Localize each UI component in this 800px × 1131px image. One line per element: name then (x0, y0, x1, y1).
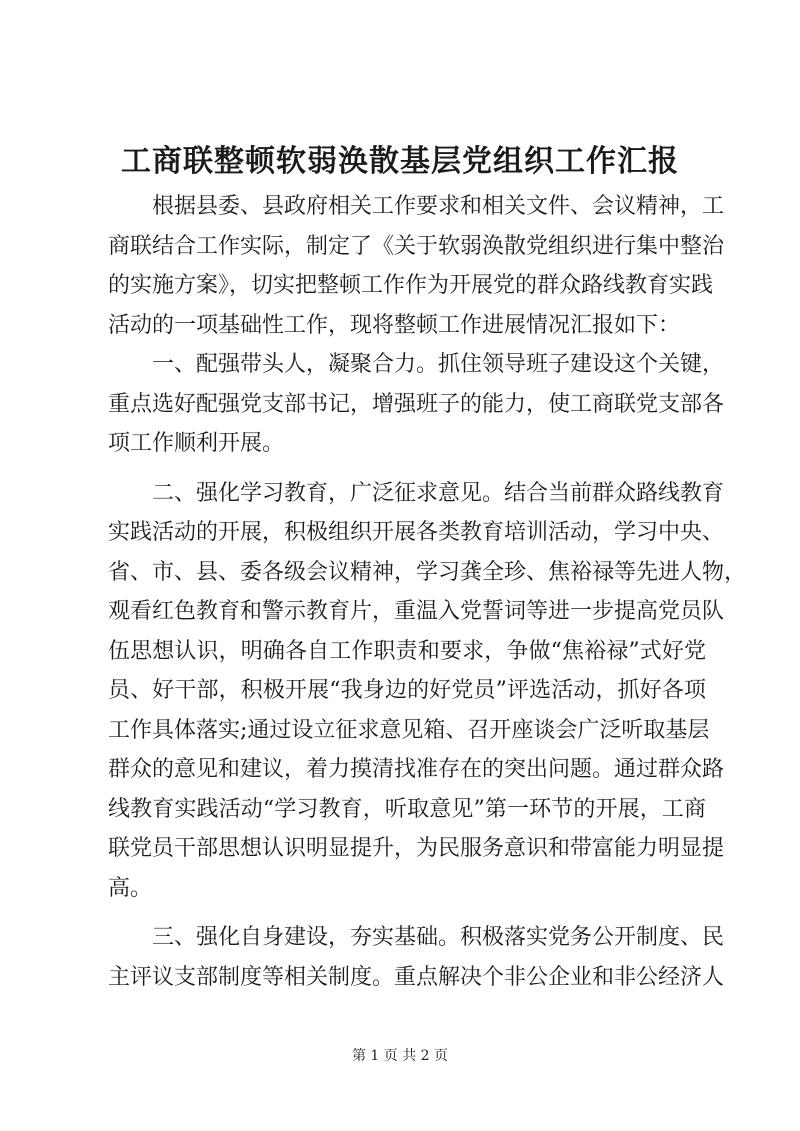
text-line: 商联结合工作实际，制定了《关于软弱涣散党组织进行集中整治 (108, 233, 725, 259)
document-title: 工商联整顿软弱涣散基层党组织工作汇报 (121, 144, 679, 179)
document-body (108, 187, 747, 997)
text-line: 重点选好配强党支部书记，增强班子的能力，使工商联党支部各 (108, 391, 725, 417)
text-line: 三、强化自身建设，夯实基础。积极落实党务公开制度、民 (152, 925, 725, 950)
text-line: 观看红色教育和警示教育片，重温入党誓词等进一步提高党员队 (108, 599, 725, 624)
paragraph-section-2 (108, 474, 747, 909)
text-line: 高。 (108, 875, 153, 901)
text-line: 二、强化学习教育，广泛征求意见。结合当前群众路线教育 (152, 480, 725, 506)
text-line: 主评议支部制度等相关制度。重点解决个非公企业和非公经济人 (108, 964, 725, 990)
page-footer: 第 1 页 共 2 页 (351, 1048, 449, 1064)
text-line: 省、市、县、委各级会议精神，学习龚全珍、焦裕禄等先进人物， (108, 559, 747, 585)
text-line: 伍思想认识，明确各自工作职责和要求，争做“焦裕禄”式好党 (108, 638, 706, 664)
text-line: 工作具体落实;通过设立征求意见箱、召开座谈会广泛听取基层 (108, 717, 710, 743)
paragraph-section-3 (108, 918, 725, 997)
text-line: 实践活动的开展，积极组织开展各类教育培训活动，学习中央、 (108, 520, 725, 545)
text-line: 项工作顺利开展。 (108, 431, 285, 456)
text-line: 一、配强带头人，凝聚合力。抓住领导班子建设这个关键， (152, 352, 725, 377)
text-line: 根据县委、县政府相关工作要求和相关文件、会议精神，工 (152, 194, 725, 219)
text-line: 联党员干部思想认识明显提升，为民服务意识和带富能力明显提 (108, 836, 725, 861)
text-line: 的实施方案》，切实把整顿工作作为开展党的群众路线教育实践 (108, 273, 714, 298)
text-line: 群众的意见和建议，着力摸清找准存在的突出问题。通过群众路 (108, 757, 725, 782)
paragraph-section-1 (108, 345, 725, 464)
paragraph-intro (108, 187, 725, 345)
text-line: 活动的一项基础性工作，现将整顿工作进展情况汇报如下： (108, 312, 681, 338)
text-line: 员、好干部，积极开展“我身边的好党员”评选活动，抓好各项 (108, 678, 706, 703)
text-line: 线教育实践活动“学习教育，听取意见”第一环节的开展，工商 (108, 796, 706, 822)
